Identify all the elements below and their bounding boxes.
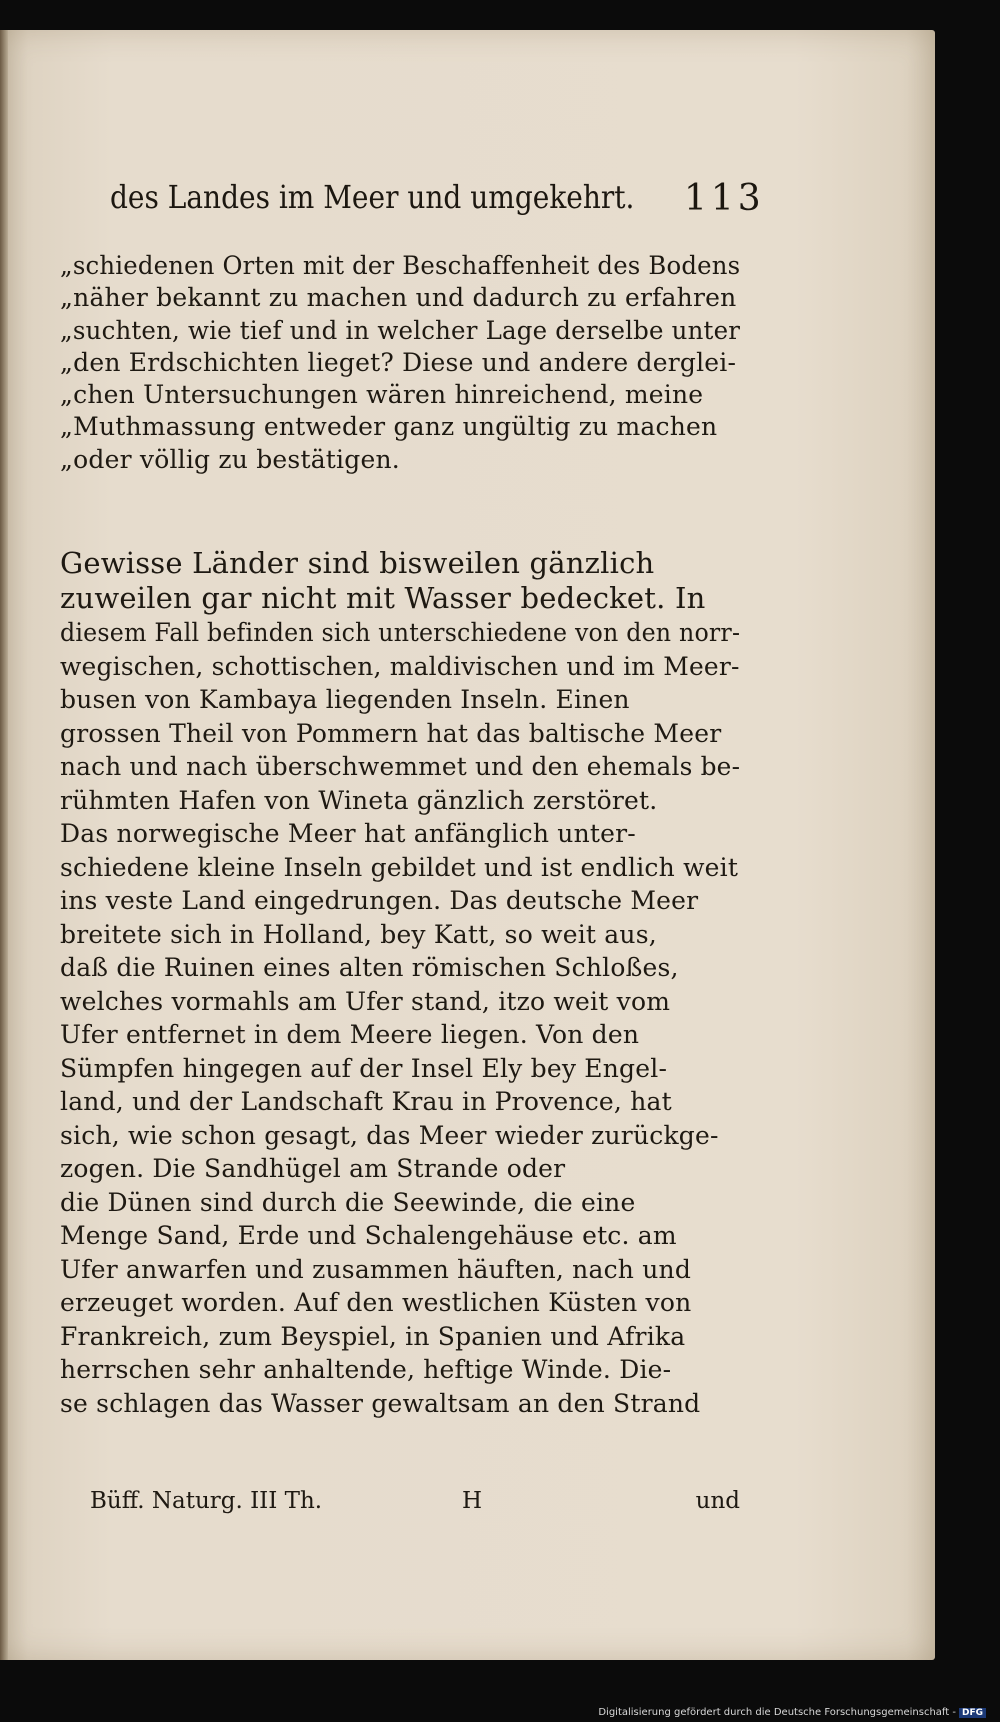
text-line: „chen Untersuchungen wären hinreichend, meine (60, 380, 704, 410)
text-line: zuweilen gar nicht mit Wasser bedecket. In (60, 581, 706, 615)
paragraph-quote (60, 250, 740, 476)
text-line: Ufer anwarfen und zusammen häuften, nach und (60, 1254, 692, 1284)
page-footer (90, 1488, 740, 1522)
text-line: Ufer entfernet in dem Meere liegen. Von den (60, 1020, 640, 1049)
text-line: welches vormahls am Ufer stand, itzo weit vom (60, 986, 671, 1016)
text-line: sich, wie schon gesagt, das Meer wieder zurückge- (60, 1120, 719, 1150)
credit-text: Digitalisierung gefördert durch die Deutsche Forschungsgemeinschaft - (598, 1707, 956, 1718)
text-line: rühmten Hafen von Wineta gänzlich zerstöret. (60, 785, 658, 815)
text-line: „schiedenen Orten mit der Beschaffenheit des Bodens (60, 251, 741, 280)
text-line: grossen Theil von Pommern hat das baltische Meer (60, 718, 722, 748)
text-line: die Dünen sind durch die Seewinde, die eine (60, 1187, 636, 1217)
text-line: daß die Ruinen eines alten römischen Schloßes, (60, 953, 679, 982)
catchword: und (695, 1488, 740, 1514)
text-line: diesem Fall befinden sich unterschiedene von den norr- (60, 618, 741, 647)
signature-mark: Büff. Naturg. III Th. (90, 1488, 323, 1514)
text-line: schiedene kleine Inseln gebildet und ist endlich weit (60, 852, 739, 882)
text-line: zogen. Die Sandhügel am Strande oder (60, 1154, 566, 1183)
text-line: Sümpfen hingegen auf der Insel Ely bey Engel- (60, 1053, 668, 1083)
book-page (0, 30, 935, 1660)
text-line: land, und der Landschaft Krau in Provence, hat (60, 1087, 672, 1116)
text-line: „suchten, wie tief und in welcher Lage derselbe unter (60, 315, 741, 345)
text-line: Menge Sand, Erde und Schalengehäuse etc. am (60, 1221, 677, 1250)
text-line: „näher bekannt zu machen und dadurch zu erfahren (60, 283, 737, 313)
text-line: Frankreich, zum Beyspiel, in Spanien und Afrika (60, 1321, 686, 1351)
text-line: „oder völlig zu bestätigen. (60, 444, 400, 474)
text-line: Gewisse Länder sind bisweilen gänzlich (60, 546, 655, 580)
text-line: „den Erdschichten lieget? Diese und andere derglei- (60, 347, 737, 377)
text-line: erzeuget worden. Auf den westlichen Küsten von (60, 1288, 692, 1317)
running-title: des Landes im Meer und umgekehrt. (110, 178, 635, 216)
text-line: herrschen sehr anhaltende, heftige Winde. Die- (60, 1355, 672, 1384)
text-line: ins veste Land eingedrungen. Das deutsche Meer (60, 886, 699, 915)
digitization-credit (598, 1707, 986, 1718)
text-line: nach und nach überschwemmet und den ehemals be- (60, 752, 741, 781)
text-line: se schlagen das Wasser gewaltsam an den Strand (60, 1388, 701, 1418)
sheet-mark: H (462, 1488, 483, 1514)
text-line: breitete sich in Holland, bey Katt, so weit aus, (60, 919, 657, 949)
text-line: busen von Kambaya liegenden Inseln. Einen (60, 685, 630, 714)
text-line: wegischen, schottischen, maldivischen und im Meer- (60, 651, 740, 681)
page-number: 113 (684, 178, 765, 219)
text-line: Das norwegische Meer hat anfänglich unter- (60, 819, 636, 848)
dfg-logo: DFG (959, 1708, 986, 1718)
text-line: „Muthmassung entweder ganz ungültig zu machen (60, 412, 718, 442)
paragraph-main (60, 546, 740, 1420)
page-gutter (0, 30, 8, 1660)
